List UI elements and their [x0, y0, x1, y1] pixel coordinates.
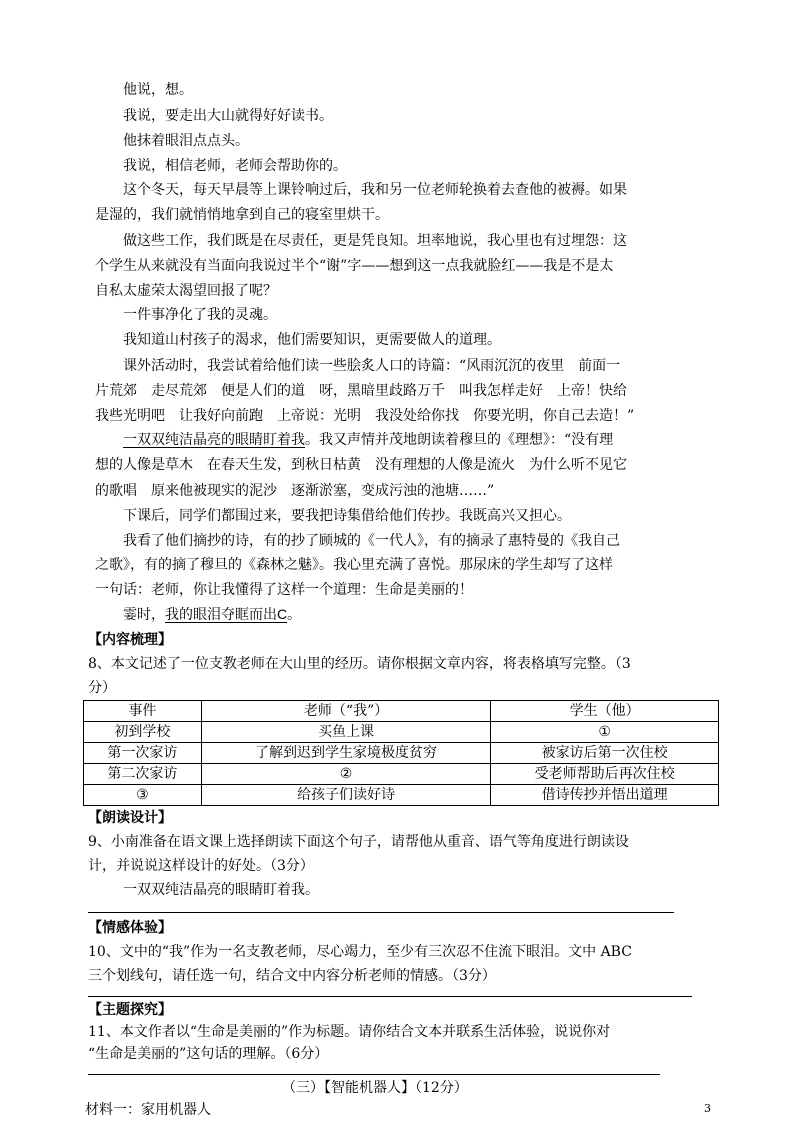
story-line: 我说，相信老师，老师会帮助你的。 [123, 158, 347, 174]
table-cell: 买鱼上课 [201, 722, 491, 743]
question-8-text: 分） [88, 680, 116, 696]
question-9-quote: 一双双纯洁晶亮的眼睛盯着我。 [123, 882, 319, 898]
story-line: 片荒郊 走尽荒郊 便是人们的道 呀，黑暗里歧路万千 叫我怎样走好 上帝！快给 [95, 383, 627, 399]
story-line: 一件事净化了我的灵魂。 [123, 307, 277, 323]
table-cell: 了解到迟到学生家境极度贫穷 [201, 743, 491, 764]
table-row [84, 785, 719, 806]
table-cell: 被家访后第一次住校 [491, 743, 719, 764]
story-line: 之歌》，有的摘了穆旦的《森林之魅》。我心里充满了喜悦。那尿床的学生却写了这样 [95, 557, 613, 573]
table-row [84, 764, 719, 785]
content-table [83, 700, 719, 806]
story-line: 下课后，同学们都围过来，要我把诗集借给他们传抄。我既高兴又担心。 [123, 508, 571, 524]
question-11-text: 11、本文作者以“生命是美丽的”作为标题。请你结合文本并联系生活体验，说说你对 [88, 1024, 611, 1040]
story-line: 想的人像是草木 在春天生发，到秋日枯黄 没有理想的人像是流火 为什么听不见它 [95, 457, 627, 473]
story-text: 霎时， [123, 607, 165, 623]
story-line: 的歌唱 原来他被现实的泥沙 逐渐淤塞，变成污浊的池塘……” [95, 483, 495, 499]
section-heading: 【朗读设计】 [88, 810, 172, 826]
table-cell: 给孩子们读好诗 [201, 785, 491, 806]
table-cell: ③ [84, 785, 202, 806]
story-line: 个学生从来就没有当面向我说过半个“谢”字——想到这一点我就脸红——我是不是太 [95, 258, 614, 274]
question-9-text: 计，并说说这样设计的好处。（3分） [88, 858, 314, 874]
underlined-sentence-a: 一双双纯洁晶亮的眼睛盯着我 [123, 432, 305, 448]
story-line: 做这些工作，我们既是在尽责任，更是凭良知。坦率地说，我心里也有过埋怨：这 [123, 233, 627, 249]
question-8-text: 8、本文记述了一位支教老师在大山里的经历。请你根据文章内容，将表格填写完整。（3 [88, 656, 631, 672]
question-9-text: 9、小南准备在语文课上选择朗读下面这个句子，请帮他从重音、语气等角度进行朗读设 [88, 834, 629, 850]
story-line [123, 604, 301, 626]
story-line: 这个冬天，每天早晨等上课铃响过后，我和另一位老师轮换着去查他的被褥。如果 [123, 182, 627, 198]
story-line: 我些光明吧 让我好向前跑 上帝说：光明 我没处给你找 你要光明，你自己去造！” [95, 408, 635, 424]
page-number: 3 [704, 1102, 711, 1115]
story-line [123, 430, 613, 452]
story-line: 我知道山村孩子的渴求，他们需要知识，更需要做人的道理。 [123, 332, 501, 348]
table-row [84, 722, 719, 743]
table-cell: 第二次家访 [84, 764, 202, 785]
table-cell: ② [201, 764, 491, 785]
material-one-label: 材料一：家用机器人 [85, 1102, 211, 1118]
answer-line [88, 1074, 660, 1075]
section-heading: 【情感体验】 [88, 920, 172, 936]
story-text: 。我又声情并茂地朗读着穆旦的《理想》：“没有理 [305, 432, 614, 448]
sentence-marker-c: C [277, 606, 288, 622]
table-cell: 初到学校 [84, 722, 202, 743]
table-cell: 借诗传抄并悟出道理 [491, 785, 719, 806]
story-line: 自私太虚荣太渴望回报了呢？ [95, 283, 277, 299]
story-line: 是湿的，我们就悄悄地拿到自己的寝室里烘干。 [95, 207, 389, 223]
answer-line [88, 912, 674, 913]
question-10-text: 10、文中的“我”作为一名支教老师，尽心竭力，至少有三次忍不住流下眼泪。文中 ABC [88, 944, 632, 960]
table-header-row [84, 701, 719, 722]
story-line: 我看了他们摘抄的诗，有的抄了顾城的《一代人》，有的摘录了惠特曼的《我自己 [123, 533, 620, 549]
section-heading: 【内容梳理】 [88, 632, 172, 648]
answer-line [88, 996, 692, 997]
story-text: 。 [287, 607, 302, 623]
table-cell: 第一次家访 [84, 743, 202, 764]
story-line: 课外活动时，我尝试着给他们读一些脍炙人口的诗篇：“风雨沉沉的夜里 前面一 [123, 358, 621, 374]
table-header-cell: 老师（“我”） [201, 701, 491, 722]
question-11-text: “生命是美丽的”这句话的理解。（6分） [88, 1046, 329, 1062]
table-header-cell: 学生（他） [491, 701, 719, 722]
table-header-cell: 事件 [84, 701, 202, 722]
question-10-text: 三个划线句，请任选一句，结合文中内容分析老师的情感。（3分） [88, 968, 496, 984]
underlined-sentence-c: 我的眼泪夺眶而出 [165, 607, 277, 623]
table-row [84, 743, 719, 764]
part-three-title: （三）【智能机器人】（12分） [282, 1080, 468, 1096]
story-line: 我说，要走出大山就得好好读书。 [123, 108, 333, 124]
table-cell: 受老师帮助后再次住校 [491, 764, 719, 785]
story-line: 他抹着眼泪点点头。 [123, 133, 249, 149]
story-line: 一句话：老师，你让我懂得了这样一个道理：生命是美丽的！ [95, 582, 473, 598]
section-heading: 【主题探究】 [88, 1002, 172, 1018]
story-line: 他说，想。 [123, 82, 193, 98]
table-cell: ① [491, 722, 719, 743]
